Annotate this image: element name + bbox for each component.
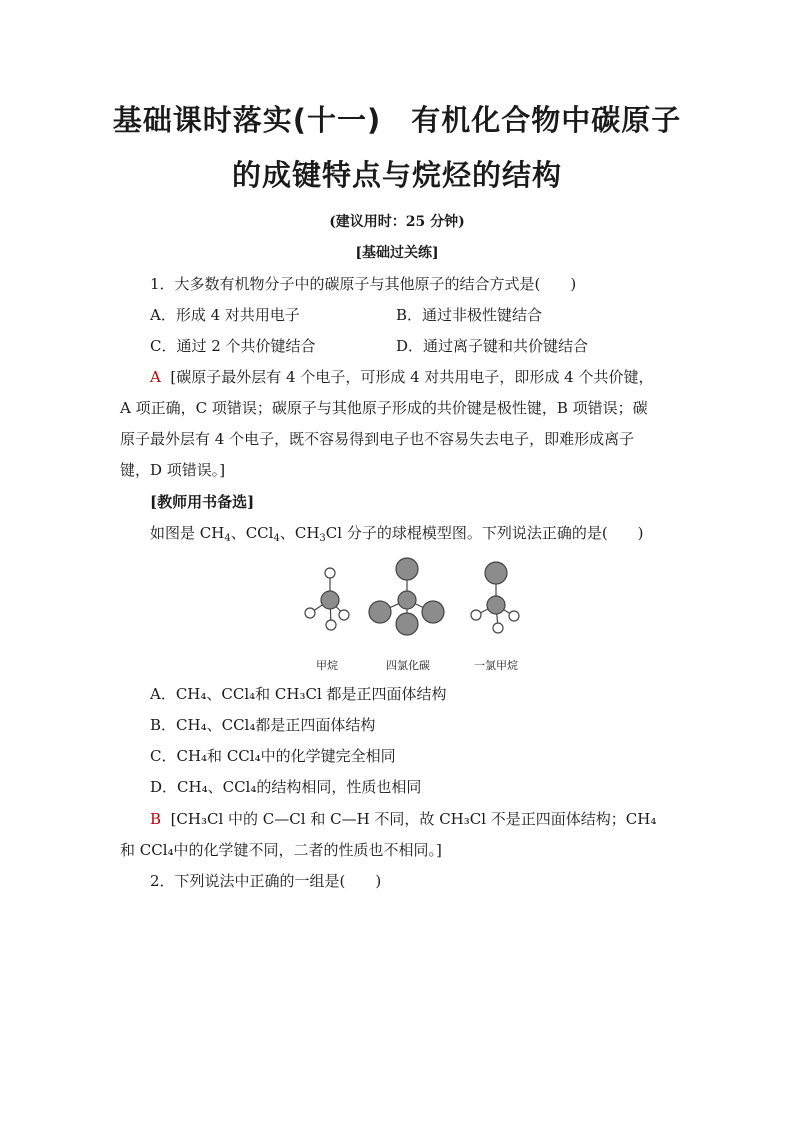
q1-option-a: A．形成 4 对共用电子	[150, 306, 300, 324]
q2-option-a: A．CH₄、CCl₄和 CH₃Cl 都是正四面体结构	[150, 685, 447, 703]
q1-exp-text1: [碳原子最外层有 4 个电子，可形成 4 对共用电子，即形成 4 个共价键，	[170, 368, 654, 386]
q2-stem: 如图是 $CH_4$、CCl$_4$、$CH_3Cl$ 分子的球棍模型图。下列说法正确的是( )	[150, 524, 644, 544]
q1-explanation-line1	[150, 366, 654, 388]
caption-ccl4: 四氯化碳	[386, 659, 430, 672]
q2-option-c: C．CH₄和 CCl₄中的化学键完全相同	[150, 747, 396, 765]
caption-ch3cl: 一氯甲烷	[474, 659, 518, 672]
q1-explanation-line3: 原子最外层有 4 个电子，既不容易得到电子也不容易失去电子，即难形成离子	[120, 430, 635, 448]
page-title-line1: 基础课时落实(十一) 有机化合物中碳原子	[112, 103, 682, 137]
q2-answer: B	[150, 810, 162, 828]
ccl4-model	[369, 558, 444, 635]
q1-stem: 1．大多数有机物分子中的碳原子与其他原子的结合方式是( )	[150, 275, 577, 293]
page-title-line2: 的成键特点与烷烃的结构	[231, 158, 562, 192]
q1-explanation-line4: 键，D 项错误。]	[120, 461, 226, 479]
suggested-time: (建议用时：25 分钟)	[329, 214, 465, 230]
teacher-note: [教师用书备选]	[150, 493, 255, 511]
q2-option-b: B．CH₄、CCl₄都是正四面体结构	[150, 716, 376, 734]
q1-answer: A	[150, 368, 161, 386]
q1-option-d: D．通过离子键和共价键结合	[396, 337, 589, 355]
q3-stem: 2．下列说法中正确的一组是( )	[150, 872, 382, 890]
q1-explanation-line2: A 项正确，C 项错误；碳原子与其他原子形成的共价键是极性键，B 项错误；碳	[120, 399, 648, 417]
caption-methane: 甲烷	[316, 659, 338, 672]
q1-option-c: C．通过 2 个共价键结合	[150, 337, 316, 355]
methane-model	[305, 568, 349, 630]
q1-option-b: B．通过非极性键结合	[396, 306, 543, 324]
ch3cl-model	[471, 562, 519, 633]
ball-stick-models-figure	[295, 555, 535, 645]
section-heading: [基础过关练]	[355, 245, 439, 261]
q2-option-d: D．CH₄、CCl₄的结构相同，性质也相同	[150, 778, 422, 796]
q2-exp-text1: [CH₃Cl 中的 C—Cl 和 C—H 不同，故 CH₃Cl 不是正四面体结构；CH₄	[170, 810, 657, 828]
q2-explanation-line2: 和 CCl₄中的化学键不同，二者的性质也不相同。]	[120, 841, 442, 859]
q2-explanation-line1	[150, 808, 656, 830]
